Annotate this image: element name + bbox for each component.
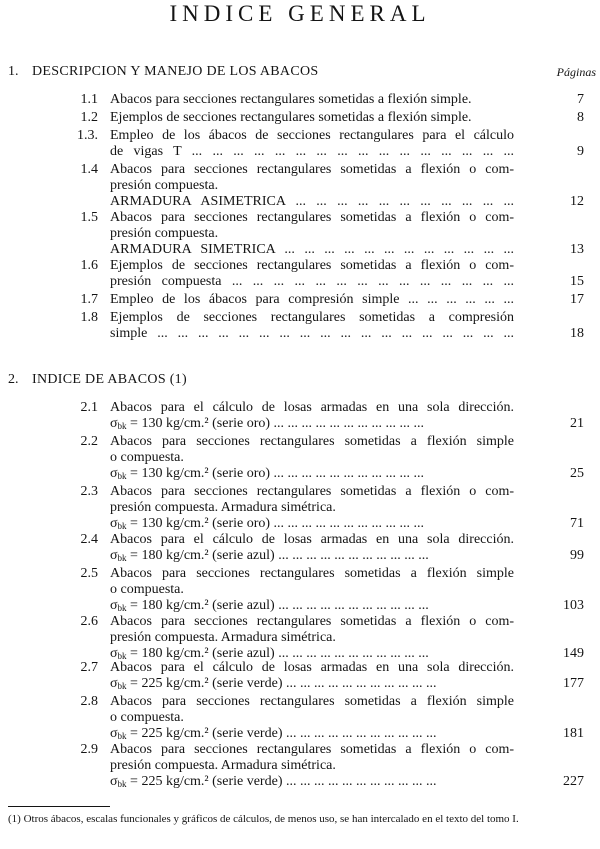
entry-number: 2.1 [80,400,98,415]
page-number: 21 [570,416,584,431]
entry-text [110,310,514,342]
entry-line: Abacos para el cálculo de losas armadas en una sola dirección. [110,532,514,547]
entry-line: ARMADURA SIMETRICA ... ... ... ... ... ... ... ... ... ... ... ... [110,242,514,257]
sigma-subscript: bk [117,779,127,789]
page-number: 15 [570,274,584,289]
entry-line: Abacos para el cálculo de losas armadas en una sola dirección. [110,400,514,415]
section-title: INDICE DE ABACOS (1) [32,372,187,387]
entry-line-value: = 130 kg/cm.² (serie oro) ... ... ... ... ... ... ... ... ... ... ... [126,416,425,431]
entry-number: 1.5 [80,210,98,225]
entry-line-value: = 180 kg/cm.² (serie azul) ... ... ... ... ... ... ... ... ... ... ... [126,548,429,563]
section-heading [8,370,598,390]
pages-column-header: Páginas [556,65,596,79]
entry-line: presión compuesta. [110,178,219,193]
page-number: 103 [563,598,584,613]
entry-line: presión compuesta. [110,226,219,241]
page-number: 12 [570,194,584,209]
entry-number: 2.3 [80,484,98,499]
sigma-symbol: σ [110,598,118,613]
entry-number: 1.4 [80,162,98,177]
page-number: 13 [570,242,584,257]
entry-number: 2.8 [80,694,98,709]
entry-text [110,742,514,790]
entry-text [110,128,514,160]
section-number: 2. [8,372,19,387]
entry-number: 1.6 [80,258,98,273]
entry-line [110,548,514,564]
entry-text [110,484,514,532]
entry-number: 2.2 [80,434,98,449]
page-number: 227 [563,774,584,789]
entry-line [110,726,514,742]
sigma-subscript: bk [117,521,127,531]
entry-line: presión compuesta ... ... ... ... ... ... ... ... ... ... ... ... ... ... [110,274,514,289]
footnote-divider [8,806,110,807]
sigma-subscript: bk [117,421,127,431]
sigma-symbol: σ [110,548,118,563]
entry-number: 2.4 [80,532,98,547]
page-number: 177 [563,676,584,691]
sigma-symbol: σ [110,774,118,789]
entry-line-value: = 225 kg/cm.² (serie verde) ... ... ... ... ... ... ... ... ... ... ... [126,726,437,741]
entry-line: Abacos para secciones rectangulares sometidas a flexión simple [110,434,514,449]
page-number: 9 [577,144,584,159]
entry-text [110,210,514,258]
entry-line: Ejemplos de secciones rectangulares sometidas a flexión simple. [110,110,472,125]
entry-number: 2.7 [80,660,98,675]
section-heading [8,62,598,82]
entry-text [110,532,514,564]
page-number: 25 [570,466,584,481]
entry-line: Abacos para el cálculo de losas armadas en una sola dirección. [110,660,514,675]
entry-number: 2.9 [80,742,98,757]
entry-text [110,566,514,614]
section-number: 1. [8,64,19,79]
entry-line: o compuesta. [110,450,184,465]
entry-number: 1.8 [80,310,98,325]
sigma-subscript: bk [117,471,127,481]
entry-number: 1.1 [80,92,98,107]
entry-line: Empleo de los ábacos de secciones rectangulares para el cálculo [110,128,514,143]
entry-text [110,110,514,126]
sigma-subscript: bk [117,553,127,563]
page-number: 8 [577,110,584,125]
entry-number: 2.6 [80,614,98,629]
sigma-symbol: σ [110,726,118,741]
entry-line: Abacos para secciones rectangulares sometidas a flexión simple. [110,92,472,107]
entry-line [110,416,514,432]
footnote: (1) Otros ábacos, escalas funcionales y gráficos de cálculos, de menos uso, se han intercalado en el texto del tomo I. [8,813,519,825]
page-number: 181 [563,726,584,741]
entry-line: Ejemplos de secciones rectangulares sometidas a compresión [110,310,514,325]
entry-line-value: = 130 kg/cm.² (serie oro) ... ... ... ... ... ... ... ... ... ... ... [126,466,425,481]
page-number: 17 [570,292,584,307]
entry-line: simple ... ... ... ... ... ... ... ... ... ... ... ... ... ... ... ... ... ... [110,326,514,341]
entry-text [110,434,514,482]
entry-line: Abacos para secciones rectangulares sometidas a flexión simple [110,694,514,709]
entry-line: Abacos para secciones rectangulares sometidas a flexión simple [110,566,514,581]
entry-text [110,660,514,692]
entry-text [110,92,514,108]
entry-number: 2.5 [80,566,98,581]
entry-line-value: = 180 kg/cm.² (serie azul) ... ... ... ... ... ... ... ... ... ... ... [126,646,429,661]
entry-number: 1.3. [77,128,98,143]
entry-line [110,598,514,614]
entry-text [110,162,514,210]
sigma-subscript: bk [117,731,127,741]
sigma-subscript: bk [117,681,127,691]
page-number: 149 [563,646,584,661]
page-number: 71 [570,516,584,531]
entry-line: o compuesta. [110,582,184,597]
entry-text [110,292,514,308]
page-number: 18 [570,326,584,341]
entry-line: Abacos para secciones rectangulares sometidas a flexión o com- [110,162,514,177]
entry-line: Abacos para secciones rectangulares sometidas a flexión o com- [110,742,514,757]
entry-number: 1.7 [80,292,98,307]
section-title: DESCRIPCION Y MANEJO DE LOS ABACOS [32,64,319,79]
entry-line [110,466,514,482]
entry-line: ARMADURA ASIMETRICA ... ... ... ... ... ... ... ... ... ... ... [110,194,514,209]
sigma-subscript: bk [117,603,127,613]
entry-line-value: = 130 kg/cm.² (serie oro) ... ... ... ... ... ... ... ... ... ... ... [126,516,425,531]
sigma-symbol: σ [110,416,118,431]
page-number: 99 [570,548,584,563]
entry-line: de vigas T ... ... ... ... ... ... ... ... ... ... ... ... ... ... ... ... [110,144,514,159]
entry-text [110,694,514,742]
entry-line: Abacos para secciones rectangulares sometidas a flexión o com- [110,614,514,629]
sigma-symbol: σ [110,466,118,481]
sigma-symbol: σ [110,646,118,661]
entry-line-value: = 225 kg/cm.² (serie verde) ... ... ... ... ... ... ... ... ... ... ... [126,676,437,691]
entry-line [110,516,514,532]
sigma-subscript: bk [117,651,127,661]
entry-line: Abacos para secciones rectangulares sometidas a flexión o com- [110,210,514,225]
page-title: INDICE GENERAL [169,1,431,26]
entry-text [110,614,514,662]
entry-line: presión compuesta. Armadura simétrica. [110,758,336,773]
sigma-symbol: σ [110,516,118,531]
entry-line: Abacos para secciones rectangulares sometidas a flexión o com- [110,484,514,499]
entry-text [110,258,514,290]
entry-line: presión compuesta. Armadura simétrica. [110,630,336,645]
entry-line [110,774,514,790]
entry-line: presión compuesta. Armadura simétrica. [110,500,336,515]
entry-text [110,400,514,432]
entry-line: o compuesta. [110,710,184,725]
sigma-symbol: σ [110,676,118,691]
entry-number: 1.2 [80,110,98,125]
page-number: 7 [577,92,584,107]
entry-line-value: = 180 kg/cm.² (serie azul) ... ... ... ... ... ... ... ... ... ... ... [126,598,429,613]
entry-line-value: = 225 kg/cm.² (serie verde) ... ... ... ... ... ... ... ... ... ... ... [126,774,437,789]
entry-line: Ejemplos de secciones rectangulares sometidas a flexión o com- [110,258,514,273]
entry-line: Empleo de los ábacos para compresión simple ... ... ... ... ... ... [110,292,514,307]
entry-line [110,676,514,692]
